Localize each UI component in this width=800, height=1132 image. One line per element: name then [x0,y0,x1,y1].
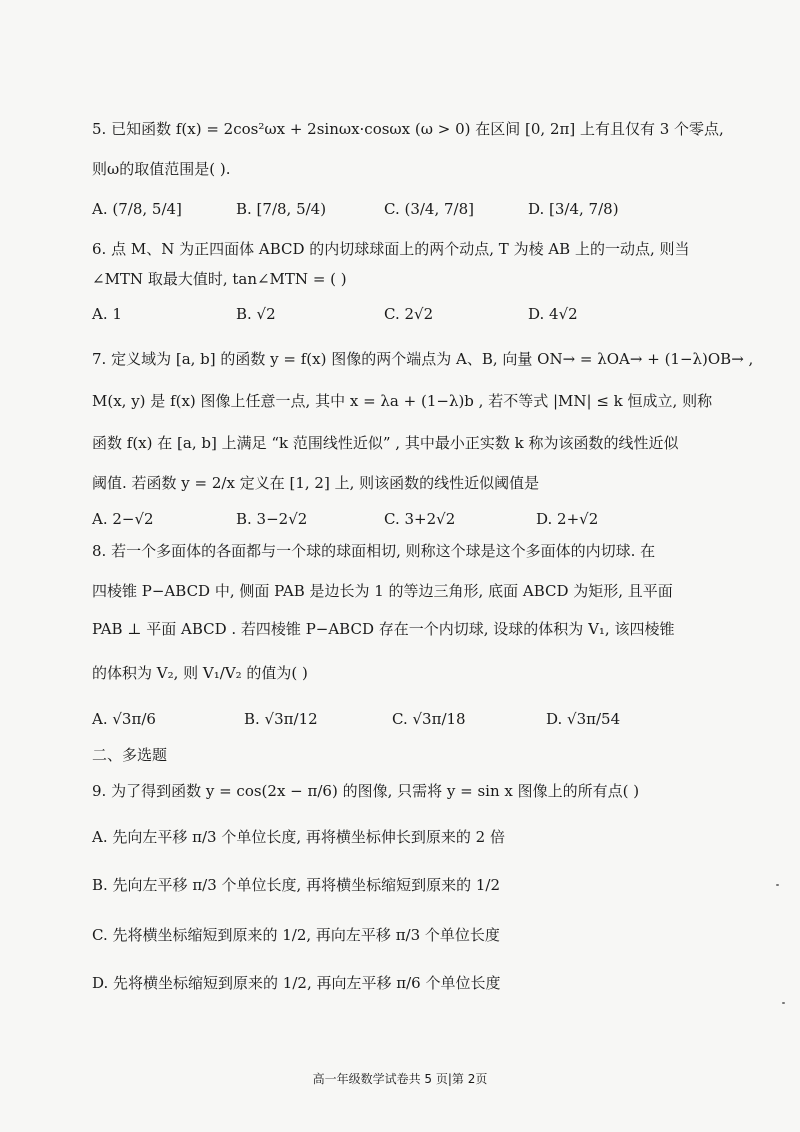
q6-stem-line2: ∠MTN 取最大值时, tan∠MTN = ( ) [92,270,347,288]
q9-option-a: A. 先向左平移 π/3 个单位长度, 再将横坐标伸长到原来的 2 倍 [92,828,505,846]
q8-option-b: B. √3π/12 [244,710,318,728]
q7-stem-line1: 7. 定义域为 [a, b] 的函数 y = f(x) 图像的两个端点为 A、B, 向量 ON→ = λOA→ + (1−λ)OB→ , [92,350,754,368]
q6-option-c: C. 2√2 [384,305,434,323]
q8-stem-line4: 的体积为 V₂, 则 V₁/V₂ 的值为( ) [92,664,308,682]
q9-option-c: C. 先将横坐标缩短到原来的 1/2, 再向左平移 π/3 个单位长度 [92,926,500,944]
q7-stem-line4: 阈值. 若函数 y = 2/x 定义在 [1, 2] 上, 则该函数的线性近似阈值是 [92,474,540,492]
q8-option-a: A. √3π/6 [92,710,156,728]
q8-stem-line3: PAB ⊥ 平面 ABCD . 若四棱锥 P−ABCD 存在一个内切球, 设球的体积为 V₁, 该四棱锥 [92,620,675,638]
q7-option-d: D. 2+√2 [536,510,599,528]
q8-option-d: D. √3π/54 [546,710,621,728]
scan-speck [776,884,779,886]
q9-stem: 9. 为了得到函数 y = cos(2x − π/6) 的图像, 只需将 y = sin x 图像上的所有点( ) [92,782,640,800]
q7-stem-line3: 函数 f(x) 在 [a, b] 上满足 “k 范围线性近似” , 其中最小正实数 k 称为该函数的线性近似 [92,434,679,452]
q7-option-b: B. 3−2√2 [236,510,308,528]
q5-stem-line2: 则ω的取值范围是( ). [92,160,231,178]
q8-stem-line1: 8. 若一个多面体的各面都与一个球的球面相切, 则称这个球是这个多面体的内切球. 在 [92,542,656,560]
q6-option-a: A. 1 [92,305,122,323]
q8-option-c: C. √3π/18 [392,710,466,728]
q5-option-a: A. (7/8, 5/4] [92,200,182,218]
q5-stem-line1: 5. 已知函数 f(x) = 2cos²ωx + 2sinωx·cosωx (ω > 0) 在区间 [0, 2π] 上有且仅有 3 个零点, [92,120,724,138]
q9-option-d: D. 先将横坐标缩短到原来的 1/2, 再向左平移 π/6 个单位长度 [92,974,501,992]
section-heading-multi-choice: 二、多选题 [92,746,168,764]
q5-option-c: C. (3/4, 7/8] [384,200,474,218]
q6-option-d: D. 4√2 [528,305,578,323]
q5-option-d: D. [3/4, 7/8) [528,200,619,218]
q7-option-a: A. 2−√2 [92,510,154,528]
q9-option-b: B. 先向左平移 π/3 个单位长度, 再将横坐标缩短到原来的 1/2 [92,876,500,894]
q7-option-c: C. 3+2√2 [384,510,456,528]
q5-option-b: B. [7/8, 5/4) [236,200,327,218]
q6-stem-line1: 6. 点 M、N 为正四面体 ABCD 的内切球球面上的两个动点, T 为棱 AB 上的一动点, 则当 [92,240,690,258]
q8-stem-line2: 四棱锥 P−ABCD 中, 侧面 PAB 是边长为 1 的等边三角形, 底面 ABCD 为矩形, 且平面 [92,582,673,600]
q7-stem-line2: M(x, y) 是 f(x) 图像上任意一点, 其中 x = λa + (1−λ)b , 若不等式 |MN| ≤ k 恒成立, 则称 [92,392,713,410]
q6-option-b: B. √2 [236,305,276,323]
scan-speck [782,1002,785,1004]
page-footer: 高一年级数学试卷共 5 页|第 2页 [312,1072,488,1086]
